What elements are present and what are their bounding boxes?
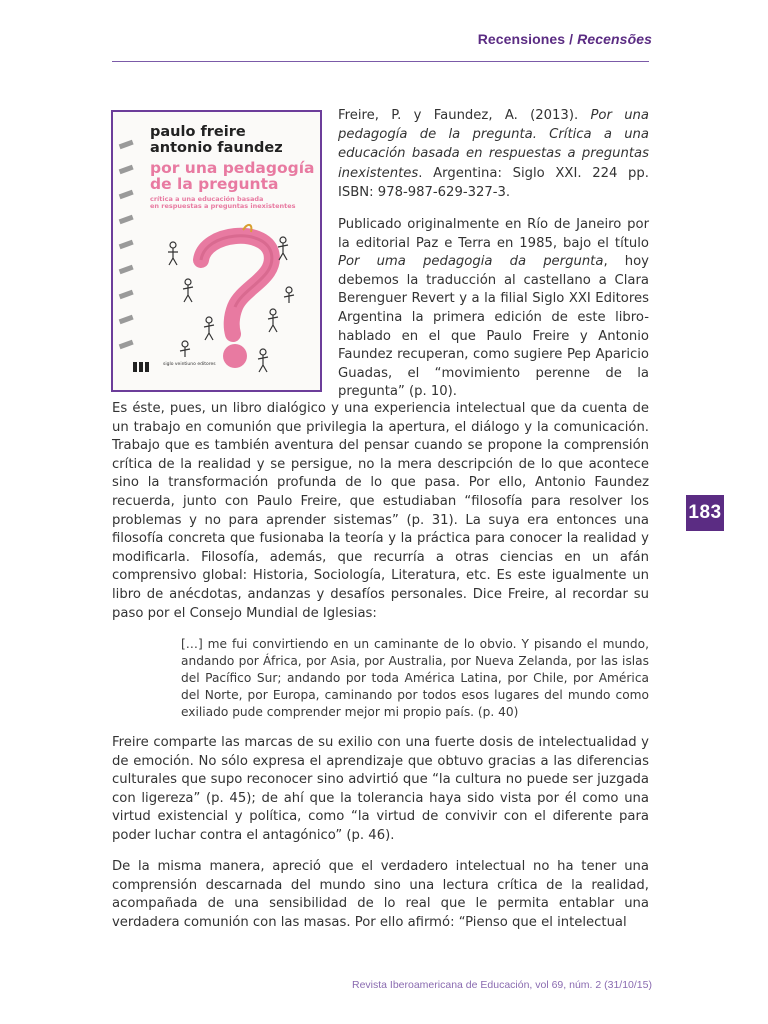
journal-footer: Revista Iberoamericana de Educación, vol 69, núm. 2 (31/10/15) [351,979,652,991]
cover-title-line-2: de la pregunta [150,175,279,193]
intro-text-start: Publicado originalmente en Río de Janeiro por la editorial Paz e Terra en 1985, bajo el título [338,217,649,251]
body-paragraph-1 [112,400,649,623]
cover-subtitle-line-1: crítica a una educación basada [150,195,264,203]
cover-subtitle-line-2: en respuestas a preguntas inexistentes [150,202,296,210]
header-divider [112,61,649,62]
paragraph-2-text: Freire comparte las marcas de su exilio con una fuerte dosis de intelectualidad y de emoción. No sólo expresa el aprendizaje que obtuvo gracias a las diferencias culturales que supo reconocer sino advirtió que “la cultura no puede ser juzgada con ligereza” (p. 45); de ahí que la tolerancia haya sido vista por él como una virtud existencial y política, como “la virtud de convivir con el diferente para poder luchar contra el antagónico” (p. 46). [112,735,649,843]
citation-authors: Freire, P. y Faundez, A. (2013). [338,108,591,123]
quote-text: […] me fui convirtiendo en un caminante de lo obvio. Y pisando el mundo, andando por África, por Asia, por Australia, por Nueva Zelanda, por las islas del Pacífico Sur; andando por toda América Latina, por Chile, por América del Norte, por Europa, caminando por todos esos lugares del mundo como exiliado pude comprender mejor mi propio país. (p. 40) [181,637,649,719]
paragraph-3-text: De la misma manera, apreció que el verdadero intelectual no ha tener una comprensión descarnada del mundo sino una lectura crítica de la realidad, acompañada de una sensibilidad de lo real que le permita entablar una verdadera comunión con las masas. Por ello afirmó: “Pienso que el intelectual [112,859,649,930]
section-title-pt: Recensões [577,31,652,47]
book-cover [111,110,322,392]
intro-text-end: , hoy debemos la traducción al castellano a Clara Berenguer Revert y a la filial Siglo XXI Editores Argentina la primera edición de este libro-hablado en el que Paulo Freire y Antonio Faundez recuperan, como sugiere Pep Aparicio Guadas, el “movimiento perenne de la pregunta” (p. 10). [338,254,649,400]
cover-author-2: antonio faundez [150,140,283,156]
block-quote [181,636,649,721]
citation-title: Por una pedagogía de la pregunta. Crítica a una educación basada en respuestas a preguntas inexistentes [338,108,649,181]
section-separator: / [565,31,578,47]
body-paragraph-2 [112,734,649,846]
running-header [478,31,652,47]
body-paragraph-3 [112,858,649,932]
page-number-tab [686,495,724,531]
cover-title-line-1: por una pedagogía [150,159,315,177]
section-title-es: Recensiones [477,31,566,47]
intro-original-title: Por uma pedagogia da pergunta [338,254,604,270]
cover-author-1: paulo freire [150,124,246,140]
page-number: 183 [688,502,722,523]
intro-paragraph [338,216,649,402]
paragraph-1-text: Es éste, pues, un libro dialógico y una experiencia intelectual que da cuenta de un trabajo en comunión que privilegia la apertura, el diálogo y la comunicación. Trabajo que es también aventura del pensar cuando se propone la comprensión crítica de la realidad y se persigue, no la mera descripción de lo que acontece sino la transformación profunda de lo que pasa. Por ello, Antonio Faundez recuerda, junto con Paulo Freire, que estudiaban “filosofía para resolver los problemas y no para aprender sistemas” (p. 31). La suya era entonces una filosofía concreta que fusionaba la teoría y la práctica para conocer la realidad y modificarla. Filosofía, además, que recurría a otras ciencias en un afán comprensivo global: Historia, Sociología, Literatura, etc. Es este igualmente un libro de anécdotas, andanzas y desafíos personales. Dice Freire, al recordar su paso por el Consejo Mundial de Iglesias: [112,401,649,621]
citation-publication: . Argentina: Siglo XXI. 224 pp. ISBN: 978-987-629-327-3. [338,165,649,200]
cover-publisher: siglo veintiuno editores [163,362,216,367]
bibliographic-citation [338,106,649,202]
